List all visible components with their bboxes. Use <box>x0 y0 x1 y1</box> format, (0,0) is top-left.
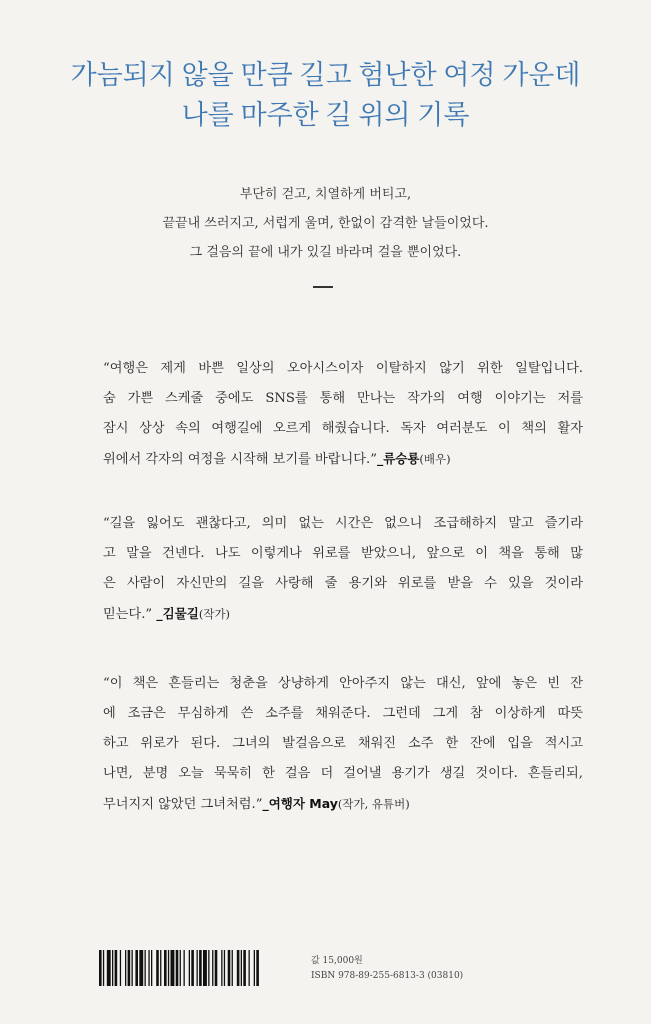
quote-author-role: (작가) <box>198 607 231 621</box>
endorsement-quote <box>103 509 583 630</box>
quote-line <box>103 789 583 820</box>
quote-author-role: (작가, 유튜버) <box>337 797 410 811</box>
quote-line: “길을 잃어도 괜찮다고, 의미 없는 시간은 없으니 조급해하지 말고 즐기라 <box>103 516 583 531</box>
quote-line-text: 무너지지 않았던 그녀처럼.” <box>103 797 263 812</box>
quote-line: 고 말을 건넨다. 나도 이렇게나 위로를 받았으니, 앞으로 이 책을 통해 많 <box>103 546 583 561</box>
quote-line: “이 책은 흔들리는 청춘을 상냥하게 안아주지 않는 대신, 앞에 놓은 빈 잔 <box>103 676 583 691</box>
quote-line: 하고 위로가 된다. 그녀의 발걸음으로 채워진 소주 한 잔에 입을 적시고 <box>103 736 583 751</box>
headline <box>0 55 651 135</box>
quote-author-role: (배우) <box>419 452 451 466</box>
divider <box>313 286 333 288</box>
quote-line-text: 믿는다.” <box>103 607 153 622</box>
isbn: ISBN 978-89-255-6813-3 (03810) <box>311 971 464 981</box>
barcode <box>97 950 307 986</box>
endorsement-quote <box>103 669 583 820</box>
headline-line-2: 나를 마주한 길 위의 기록 <box>181 100 470 130</box>
intro-line-2: 끝끝내 쓰러지고, 서럽게 울며, 한없이 감격한 날들이었다. <box>162 216 489 231</box>
price: 값 15,000원 <box>311 956 363 966</box>
intro-text <box>0 180 651 267</box>
quote-line: 나면, 분명 오늘 묵묵히 한 걸음 더 걸어낼 용기가 생길 것이다. 흔들리되, <box>103 766 583 781</box>
quote-line: 잠시 상상 속의 여행길에 오르게 해줬습니다. 독자 여러분도 이 책의 활자 <box>103 421 583 436</box>
price-info <box>311 954 463 984</box>
headline-line-1: 가늠되지 않을 만큼 길고 험난한 여정 가운데 <box>70 60 581 90</box>
quote-author: _류승룡 <box>376 451 420 466</box>
intro-line-1: 부단히 걷고, 치열하게 버티고, <box>239 187 412 202</box>
quote-author: _김물길 <box>156 606 199 621</box>
quote-line <box>103 599 583 630</box>
quote-line <box>103 444 583 475</box>
endorsement-quote <box>103 354 583 475</box>
quote-author: _여행자 May <box>262 796 338 811</box>
quote-line: 은 사람이 자신만의 길을 사랑해 줄 용기와 위로를 받을 수 있을 것이라 <box>103 576 583 591</box>
quote-line: “여행은 제게 바쁜 일상의 오아시스이자 이탈하지 않기 위한 일탈입니다. <box>103 361 583 376</box>
intro-line-3: 그 걸음의 끝에 내가 있길 바라며 걸을 뿐이었다. <box>189 245 462 260</box>
quote-line-text: 위에서 각자의 여정을 시작해 보기를 바랍니다.” <box>103 452 377 467</box>
quote-line: 에 조금은 무심하게 쓴 소주를 채워준다. 그런데 그게 참 이상하게 따뜻 <box>103 706 583 721</box>
quote-line: 숨 가쁜 스케줄 중에도 SNS를 통해 만나는 작가의 여행 이야기는 저를 <box>103 391 583 406</box>
barcode-icon <box>97 950 307 986</box>
